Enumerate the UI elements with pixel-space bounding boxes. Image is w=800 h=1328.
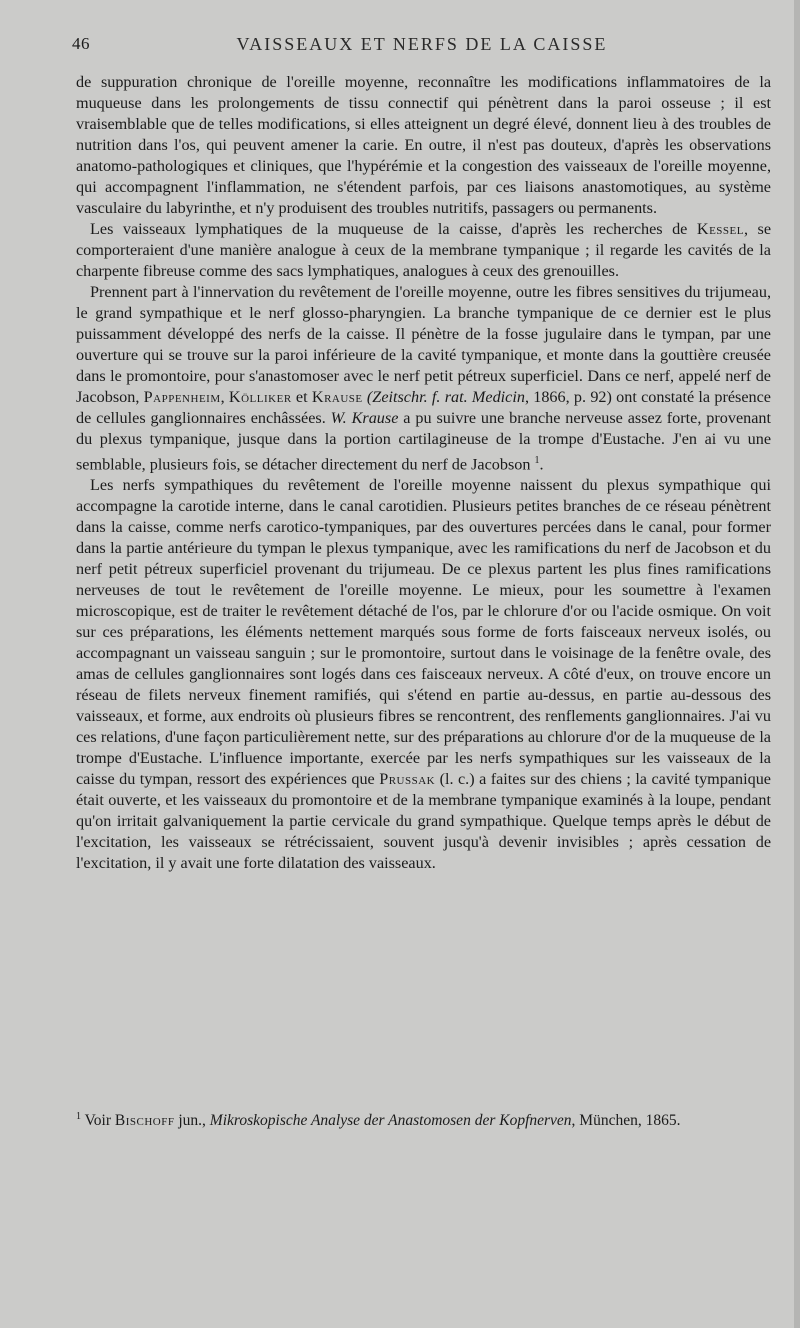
paragraph-1 (76, 72, 771, 219)
author-name-bischoff: Bischoff (114, 1112, 175, 1130)
author-name-w-krause: W. Krause (330, 409, 399, 427)
paragraph-3-text-c: a pu suivre une branche nerveuse assez forte, provenant du plexus tympanique, jusque dans la portion cartilagineuse de la trompe d'Eustache. J'en ai vu une semblable, plusieurs fois, se détacher directement du nerf de Jacobson (76, 409, 772, 474)
author-name-krause: Krause (311, 388, 363, 406)
page-number: 46 (72, 34, 90, 53)
footnote-marker: 1 (76, 1111, 81, 1122)
page-edge (794, 0, 800, 1328)
paragraph-1-text: de suppuration chronique de l'oreille moyenne, reconnaître les modifications inflammatoires de la muqueuse dans les prolongements de tissu connectif qui pénètrent dans la paroi osseuse ; il est vraisemblable que de telles modifications, si elles atteignent un degré élevé, donnent lieu à des troubles de nutrition dans l'os, qui peuvent amener la carie. En outre, il n'est pas douteux, d'après les observations anatomo-pathologiques et cliniques, que l'hypérémie et la congestion des vaisseaux de l'oreille moyenne, qui accompagnent l'inflammation, ne s'étendent parfois, par ces liaisons anastomotiques, au système vasculaire du labyrinthe, et n'y produisent des troubles nutritifs, passagers ou permanents. (76, 73, 771, 217)
running-title: VAISSEAUX ET NERFS DE LA CAISSE (236, 34, 608, 54)
footnote-reference: 1 (534, 455, 540, 466)
paragraph-2-text-b: , se comporteraient d'une manière analogue à ceux de la membrane tympanique ; il regarde les cavités de la charpente fibreuse comme des sacs lymphatiques, analogues à ceux des grenouilles. (76, 220, 771, 280)
paragraph-3 (76, 282, 771, 475)
separator: , (220, 388, 229, 406)
footnote-text-b: jun., (174, 1112, 210, 1130)
paragraph-2-text-a: Les vaisseaux lymphatiques de la muqueuse de la caisse, d'après les recherches de (90, 220, 697, 238)
paragraph-4 (76, 475, 771, 874)
paragraph-4-text-b: (l. c.) a faites sur des chiens ; la cavité tympanique était ouverte, et les vaisseaux du promontoire et de la membrane tympanique examinés à la loupe, pendant qu'on irritait galvaniquement la partie cervicale du grand sympathique. Quelque temps après le début de l'excitation, les vaisseaux se rétrécissaient, souvent jusqu'à devenir invisibles ; après cessation de l'excitation, il y avait une forte dilatation des vaisseaux. (76, 770, 771, 873)
paragraph-3-text-a: Prennent part à l'innervation du revêtement de l'oreille moyenne, outre les fibres sensitives du trijumeau, le grand sympathique et le nerf glosso-pharyngien. La branche tympanique de ce dernier est le plus puissamment développé des nerfs de la caisse. Il pénètre de la fosse jugulaire dans le tympan, par une ouverture qui se trouve sur la paroi inférieure de la cavité tympanique, et monte dans la gouttière creusée dans le promontoire, pour s'anastomoser avec le nerf petit pétreux superficiel. Dans ce nerf, appelé nerf de Jacobson, (76, 283, 771, 406)
footnote-text-a: Voir (81, 1112, 115, 1130)
paragraph-4-text-a: Les nerfs sympathiques du revêtement de l'oreille moyenne naissent du plexus sympathique qui accompagne la carotide interne, dans le canal carotidien. Plusieurs petites branches de ce réseau pénètrent dans la caisse, comme nerfs carotico-tympaniques, par des ouvertures percées dans le canal, pour former dans la partie antérieure du tympan le plexus tympanique, avec les ramifications du nerf de Jacobson et du nerf petit pétreux superficiel provenant du trijumeau. De ce plexus partent les plus fines ramifications nerveuses de tout le revêtement de l'oreille moyenne. Le mieux, pour les soumettre à l'examen microscopique, est de traiter le revêtement détaché de l'os, par le chlorure d'or ou l'acide osmique. On voit sur ces préparations, les éléments nettement marqués sous forme de forts faisceaux nerveux isolés, ou accompagnant un vaisseau sanguin ; sur le promontoire, surtout dans le voisinage de la fenêtre ovale, des amas de cellules ganglionnaires sont logés dans ces faisceaux nerveux. A côté d'eux, on trouve encore un réseau de filets nerveux finement ramifiés, qui s'étend en partie au-dessus, en partie au-dessous des vaisseaux, et forme, aux endroits où plusieurs fibres se rencontrent, des renflements ganglionnaires. J'ai vu ces relations, d'une façon particulièrement nette, sur des préparations au chlorure d'or de la muqueuse de la trompe d'Eustache. L'influence importante, exercée par les nerfs sympathiques sur les vaisseaux de la caisse du tympan, ressort des expériences que (76, 476, 771, 789)
author-name-kessel: Kessel (696, 220, 744, 238)
running-head (72, 34, 772, 62)
author-name-kolliker: Kölliker (228, 388, 292, 406)
paragraph-3-end: . (539, 455, 544, 474)
body-text (76, 72, 771, 874)
footnote (76, 1106, 771, 1131)
author-name-prussak: Prussak (379, 770, 436, 789)
paragraph-3-text-b: , 1866, p. 92) ont constaté la présence de cellules ganglionnaires enchâssées. (76, 388, 771, 427)
footnote-text-c: , München, 1865. (571, 1112, 681, 1130)
paragraph-2 (76, 219, 771, 282)
footnote-work-title: Mikroskopische Analyse der Anastomosen der Kopfnerven (209, 1112, 572, 1130)
separator: et (291, 388, 312, 406)
author-name-pappenheim: Pappenheim (143, 388, 221, 406)
journal-reference: (Zeitschr. f. rat. Medicin (366, 388, 525, 406)
